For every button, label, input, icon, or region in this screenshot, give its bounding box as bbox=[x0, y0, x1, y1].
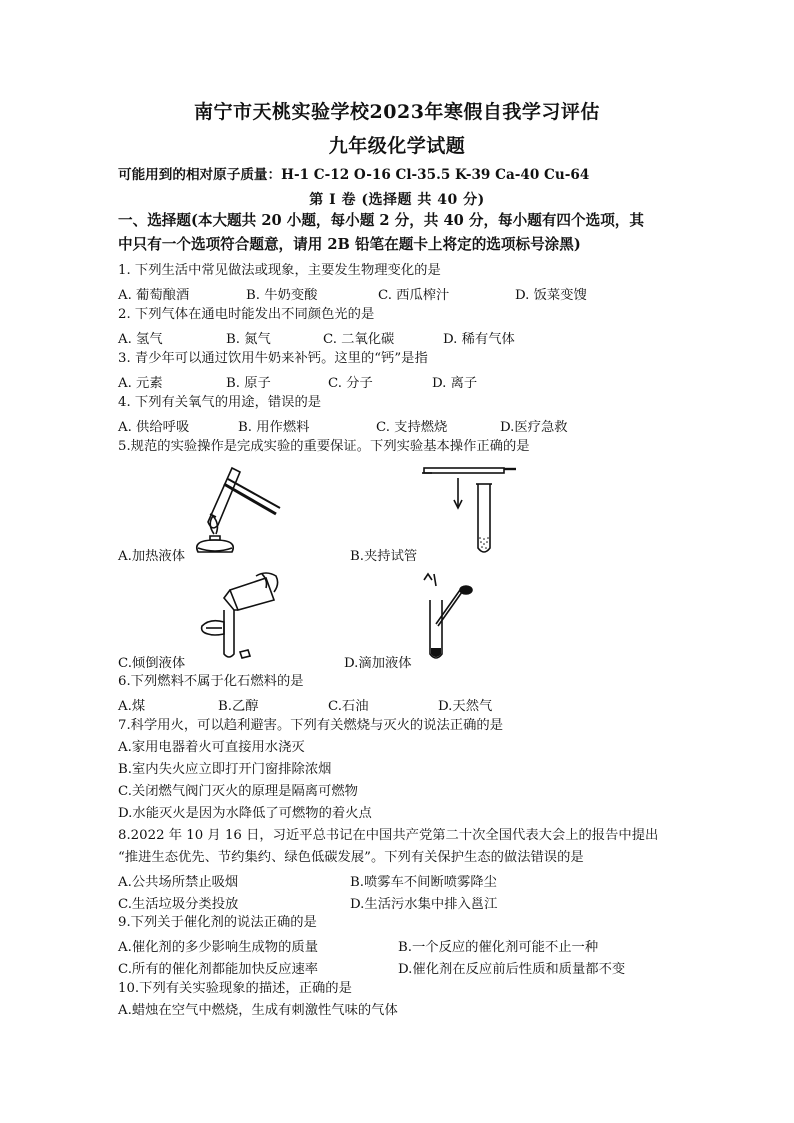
exam-title: 南宁市天桃实验学校2023年寒假自我学习评估 bbox=[194, 101, 600, 123]
question-7-option-d[interactable]: D.水能灭火是因为水降低了可燃物的着火点 bbox=[118, 806, 372, 821]
question-10-stem: 10.下列有关实验现象的描述，正确的是 bbox=[118, 981, 352, 996]
option-b[interactable]: B. 牛奶变酸 bbox=[246, 288, 318, 303]
clamp-test-tube-illustration bbox=[420, 464, 520, 556]
option-a[interactable]: A.煤 bbox=[118, 699, 146, 714]
question-7-option-c[interactable]: C.关闭燃气阀门灭火的原理是隔离可燃物 bbox=[118, 784, 358, 799]
option-a[interactable]: A. 供给呼吸 bbox=[118, 420, 190, 435]
question-2-options bbox=[118, 328, 698, 346]
option-c[interactable]: C. 西瓜榨汁 bbox=[378, 288, 450, 303]
option-c[interactable]: C. 二氧化碳 bbox=[323, 332, 395, 347]
question-5-stem: 5.规范的实验操作是完成实验的重要保证。下列实验基本操作正确的是 bbox=[118, 439, 530, 454]
dropper-test-tube-illustration bbox=[412, 570, 482, 662]
exam-subtitle: 九年级化学试题 bbox=[328, 135, 466, 157]
question-9-options-row1 bbox=[118, 936, 698, 954]
question-7-option-b[interactable]: B.室内失火应立即打开门窗排除浓烟 bbox=[118, 762, 332, 777]
option-b[interactable]: B. 原子 bbox=[226, 376, 271, 391]
option-a[interactable]: A. 元素 bbox=[118, 376, 163, 391]
question-9-options-row2 bbox=[118, 958, 698, 976]
question-3-options bbox=[118, 372, 698, 390]
option-b[interactable]: B.一个反应的催化剂可能不止一种 bbox=[398, 940, 599, 955]
option-d[interactable]: D. 离子 bbox=[432, 376, 478, 391]
option-d[interactable]: D.催化剂在反应前后性质和质量都不变 bbox=[398, 962, 626, 977]
question-1-options bbox=[118, 284, 698, 302]
question-6-stem: 6.下列燃料不属于化石燃料的是 bbox=[118, 674, 304, 689]
option-b[interactable]: B. 氮气 bbox=[226, 332, 271, 347]
option-d[interactable]: D. 稀有气体 bbox=[443, 332, 515, 347]
question-8-options-row2 bbox=[118, 893, 698, 911]
question-7-stem: 7.科学用火，可以趋利避害。下列有关燃烧与灭火的说法正确的是 bbox=[118, 718, 503, 733]
question-4-stem: 4. 下列有关氧气的用途，错误的是 bbox=[118, 395, 322, 410]
option-b[interactable]: B. 用作燃料 bbox=[238, 420, 310, 435]
option-d[interactable]: D.生活污水集中排入邕江 bbox=[350, 897, 498, 912]
option-c[interactable]: C.生活垃圾分类投放 bbox=[118, 897, 239, 912]
pouring-liquid-illustration bbox=[196, 570, 288, 662]
option-c[interactable]: C. 支持燃烧 bbox=[376, 420, 448, 435]
option-b[interactable]: B.乙醇 bbox=[218, 699, 259, 714]
question-9-stem: 9.下列关于催化剂的说法正确的是 bbox=[118, 915, 317, 930]
question-2-stem: 2. 下列气体在通电时能发出不同颜色光的是 bbox=[118, 307, 375, 322]
option-a[interactable]: A.公共场所禁止吸烟 bbox=[118, 875, 239, 890]
option-a[interactable]: A. 葡萄酿酒 bbox=[118, 288, 190, 303]
figure-dropping-liquid bbox=[412, 570, 482, 662]
figure-caption-a: A.加热液体 bbox=[118, 549, 186, 564]
figure-pouring-liquid bbox=[196, 570, 288, 662]
option-b[interactable]: B.喷雾车不间断喷雾降尘 bbox=[350, 875, 497, 890]
volume-heading: 第 Ⅰ 卷 (选择题 共 40 分) bbox=[309, 192, 485, 208]
section-heading-line2: 中只有一个选项符合题意，请用 2B 铅笔在题卡上将定的选项标号涂黑) bbox=[118, 236, 581, 253]
question-4-options bbox=[118, 416, 698, 434]
option-c[interactable]: C. 分子 bbox=[328, 376, 373, 391]
question-7-option-a[interactable]: A.家用电器着火可直接用水浇灭 bbox=[118, 740, 305, 755]
figure-caption-d: D.滴加液体 bbox=[344, 656, 412, 671]
atomic-masses: 可能用到的相对原子质量：H-1 C-12 O-16 Cl-35.5 K-39 Ca-40 Cu-64 bbox=[118, 167, 590, 183]
option-a[interactable]: A. 氢气 bbox=[118, 332, 163, 347]
question-8-stem-line1: 8.2022 年 10 月 16 日，习近平总书记在中国共产党第二十次全国代表大会上的报告中提出 bbox=[118, 828, 659, 843]
question-8-stem-line2: “推进生态优先、节约集约、绿色低碳发展”。下列有关保护生态的做法错误的是 bbox=[118, 850, 584, 865]
option-c[interactable]: C.所有的催化剂都能加快反应速率 bbox=[118, 962, 319, 977]
figure-clamp-test-tube bbox=[420, 464, 520, 556]
figure-caption-c: C.倾倒液体 bbox=[118, 656, 186, 671]
question-3-stem: 3. 青少年可以通过饮用牛奶来补钙。这里的“钙”是指 bbox=[118, 351, 428, 366]
figure-heating-liquid bbox=[180, 462, 290, 554]
option-d[interactable]: D.医疗急救 bbox=[500, 420, 568, 435]
question-8-options-row1 bbox=[118, 871, 698, 889]
figure-caption-b: B.夹持试管 bbox=[350, 549, 418, 564]
option-c[interactable]: C.石油 bbox=[328, 699, 369, 714]
option-d[interactable]: D.天然气 bbox=[438, 699, 493, 714]
question-1-stem: 1. 下列生活中常见做法或现象，主要发生物理变化的是 bbox=[118, 263, 441, 278]
question-6-options bbox=[118, 695, 698, 713]
option-a[interactable]: A.催化剂的多少影响生成物的质量 bbox=[118, 940, 318, 955]
section-heading-line1: 一、选择题(本大题共 20 小题，每小题 2 分，共 40 分，每小题有四个选项，其 bbox=[118, 212, 644, 229]
option-d[interactable]: D. 饭菜变馊 bbox=[515, 288, 587, 303]
question-10-option-a[interactable]: A.蜡烛在空气中燃烧，生成有刺激性气味的气体 bbox=[118, 1003, 398, 1018]
alcohol-lamp-test-tube-illustration bbox=[180, 462, 290, 554]
